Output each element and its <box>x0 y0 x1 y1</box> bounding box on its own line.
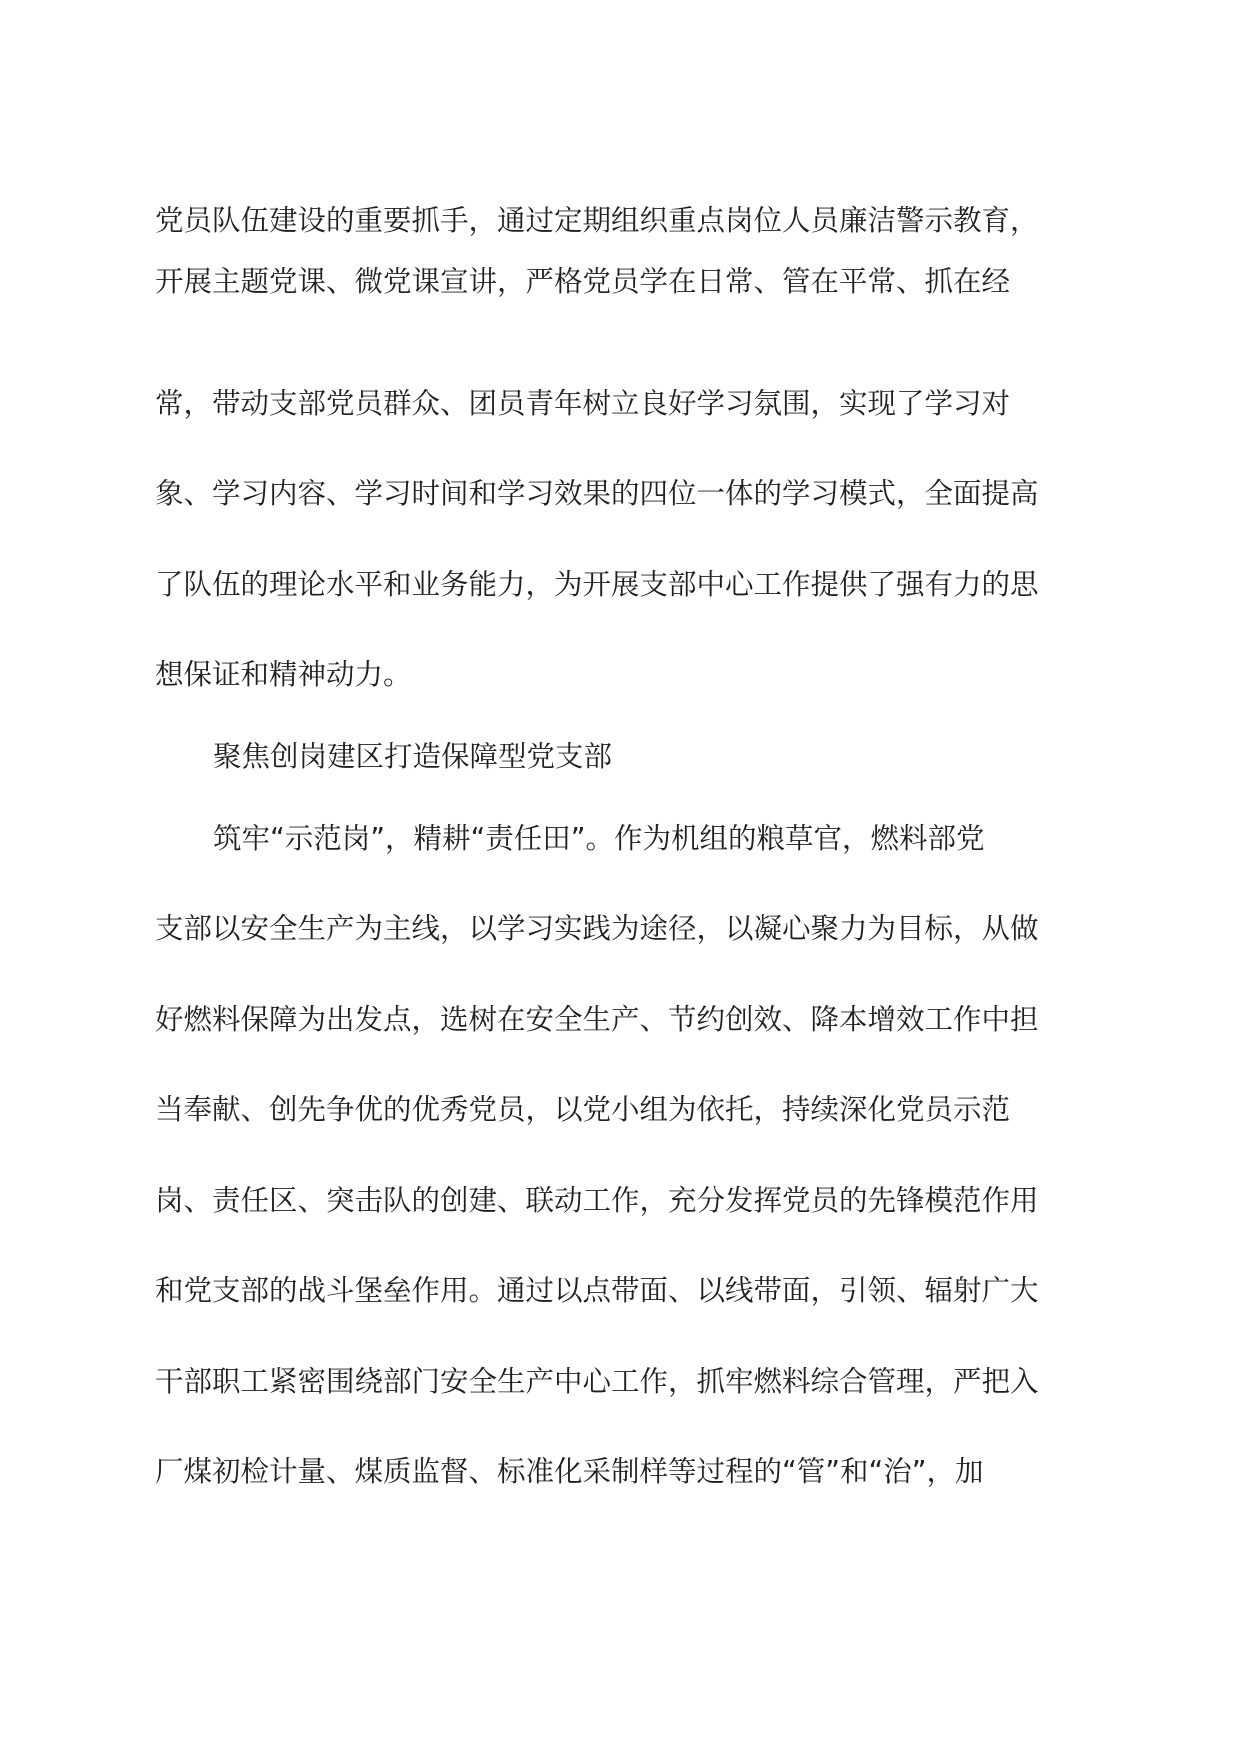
paragraph-line: 筑牢“示范岗”，精耕“责任田”。作为机组的粮草官，燃料部党 <box>213 822 985 855</box>
paragraph-line: 岗、责任区、突击队的创建、联动工作，充分发挥党员的先锋模范作用 <box>155 1184 1039 1217</box>
paragraph-line: 好燃料保障为出发点，选树在安全生产、节约创效、降本增效工作中担 <box>155 1003 1039 1036</box>
paragraph-line: 常，带动支部党员群众、团员青年树立良好学习氛围，实现了学习对 <box>155 387 1011 420</box>
paragraph-line: 党员队伍建设的重要抓手，通过定期组织重点岗位人员廉洁警示教育， <box>155 204 1039 237</box>
paragraph-line: 象、学习内容、学习时间和学习效果的四位一体的学习模式，全面提高 <box>155 477 1039 510</box>
section-heading: 聚焦创岗建区打造保障型党支部 <box>213 740 613 773</box>
paragraph-line: 支部以安全生产为主线，以学习实践为途径，以凝心聚力为目标，从做 <box>155 912 1039 945</box>
paragraph-line: 厂煤初检计量、煤质监督、标准化采制样等过程的“管”和“治”，加 <box>155 1455 984 1488</box>
paragraph-line: 干部职工紧密围绕部门安全生产中心工作，抓牢燃料综合管理，严把入 <box>155 1365 1039 1398</box>
paragraph-line: 和党支部的战斗堡垒作用。通过以点带面、以线带面，引领、辐射广大 <box>155 1274 1039 1307</box>
paragraph-line: 开展主题党课、微党课宣讲，严格党员学在日常、管在平常、抓在经 <box>155 265 1011 298</box>
paragraph-line: 当奉献、创先争优的优秀党员，以党小组为依托，持续深化党员示范 <box>155 1093 1011 1126</box>
paragraph-line: 了队伍的理论水平和业务能力，为开展支部中心工作提供了强有力的思 <box>155 568 1039 601</box>
paragraph-line: 想保证和精神动力。 <box>155 658 412 691</box>
